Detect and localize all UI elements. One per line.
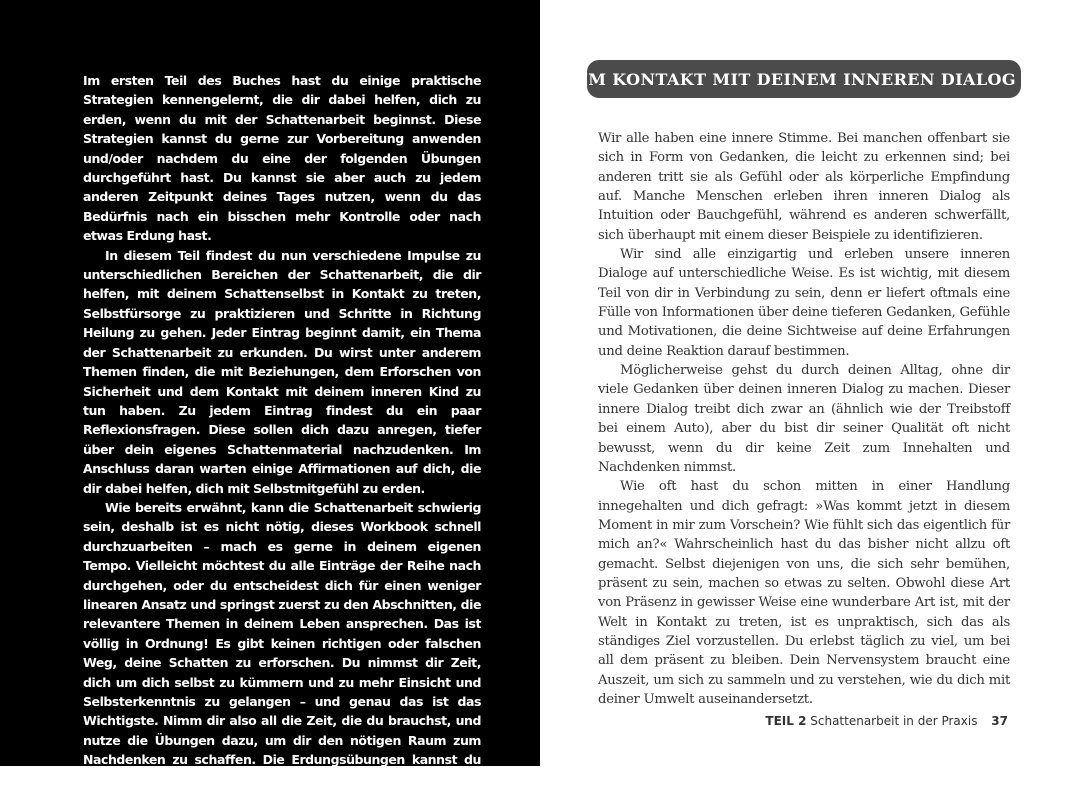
left-paragraph-3: Wie bereits erwähnt, kann die Schattenarbeit schwierig sein, deshalb ist es nicht nötig, dieses Workbook schnell durchzuarbeiten – mach es gerne in deinem eigenen Tempo. Vielleicht möchtest du alle Einträge der Reihe nach durchgehen, oder du entscheidest dich für einen weniger linearen Ansatz und springst zuerst zu den Abschnitten, die relevantere Themen in deinem Leben ansprechen. Das ist völlig in Ordnung! Es gibt keinen richtigen oder falschen Weg, deine Schatten zu erforschen. Du nimmst dir Zeit, dich um dich selbst zu kümmern und zu mehr Einsicht und Selbsterkenntnis zu gelangen – und genau das ist das Wichtigste. Nimm dir also all die Zeit, die du brauchst, und nutze die Übungen dazu, um dir den nötigen Raum zum Nachdenken zu schaffen. Die Erdungsübungen kannst du wie gesagt jederzeit und sooft du möchtest wiederholen. [83, 499, 481, 787]
section-heading: NIMM KONTAKT MIT DEINEM INNEREN DIALOG AUF [547, 69, 1061, 89]
section-heading-box [547, 60, 1061, 98]
right-page-text [598, 129, 1010, 709]
right-paragraph-3: Möglicherweise gehst du durch deinen Alltag, ohne dir viele Gedanken über deinen inneren Dialog zu machen. Dieser innere Dialog treibt dich zwar an (ähnlich wie der Treibstoff bei einem Auto), aber du bist dir seiner Qualität oft nicht bewusst, wenn du dir keine Zeit zum Innehalten und Nachdenken nimmst. [598, 363, 1010, 475]
footer-part-label: TEIL 2 [765, 714, 807, 728]
left-page [0, 0, 540, 787]
footer-section-title: Schattenarbeit in der Praxis [810, 714, 978, 728]
left-paragraph-2: In diesem Teil findest du nun verschiedene Impulse zu unterschiedlichen Bereichen der Schattenarbeit, die dir helfen, mit deinem Schattenselbst in Kontakt zu treten, Selbstfürsorge zu praktizieren und Schritte in Richtung Heilung zu gehen. Jeder Eintrag beginnt damit, ein Thema der Schattenarbeit zu erkunden. Du wirst unter anderem Themen finden, die mit Beziehungen, dem Erforschen von Sicherheit und dem Kontakt mit deinem inneren Kind zu tun haben. Zu jedem Eintrag findest du ein paar Reflexionsfragen. Diese sollen dich dazu anregen, tiefer über dein eigenes Schattenmaterial nachzudenken. Im Anschluss daran warten einige Affirmationen auf dich, die dir dabei helfen, dich mit Selbstmitgefühl zu erden. [83, 247, 481, 496]
page-number: 37 [991, 714, 1008, 728]
right-paragraph-2: Wir sind alle einzigartig und erleben unsere inneren Dialoge auf unterschiedliche Weise. Es ist wichtig, mit diesem Teil von dir in Verbindung zu sein, denn er liefert oftmals eine Fülle von Informationen über deine tieferen Gedanken, Gefühle und Motivationen, die deine Sichtweise auf deine Erfahrungen und deine Reaktion darauf bestimmen. [598, 247, 1010, 359]
right-paragraph-1: Wir alle haben eine innere Stimme. Bei manchen offenbart sie sich in Form von Gedanken, die leicht zu erkennen sind; bei anderen tritt sie als Gefühl oder als körperliche Empfindung auf. Manche Menschen erleben ihren inneren Dialog als Intuition oder Bauchgefühl, während es anderen schwerfällt, sich überhaupt mit einem dieser Beispiele zu identifizieren. [598, 131, 1010, 243]
left-page-text [83, 71, 481, 789]
right-page [540, 0, 1080, 766]
left-paragraph-1: Im ersten Teil des Buches hast du einige praktische Strategien kennengelernt, die dir dabei helfen, dich zu erden, wenn du mit der Schattenarbeit beginnst. Diese Strategien kannst du gerne zur Vorbereitung anwenden und/oder nachdem du eine der folgenden Übungen durchgeführt hast. Du kannst sie aber auch zu jedem anderen Zeitpunkt deines Tages nutzen, wenn du das Bedürfnis nach ein bisschen mehr Kontrolle oder nach etwas Erdung hast. [83, 73, 481, 244]
page-footer [765, 714, 1008, 728]
right-paragraph-4: Wie oft hast du schon mitten in einer Handlung innegehalten und dich gefragt: »Was kommt jetzt in diesem Moment in mir zum Vorschein? Wie fühlt sich das eigentlich für mich an?« Wahrscheinlich hast du das bisher nicht allzu oft gemacht. Selbst diejenigen von uns, die sich sehr bemühen, präsent zu sein, machen so etwas zu selten. Obwohl diese Art von Präsenz in gewisser Weise eine wunderbare Art ist, mit der Welt in Kontakt zu treten, ist es unpraktisch, sich das als ständiges Ziel vorzustellen. Du erlebst täglich zu viel, um bei all dem präsent zu bleiben. Dein Nervensystem braucht eine Auszeit, um sich zu sammeln und zu verstehen, wie du dich mit deiner Umwelt auseinandersetzt. [598, 479, 1010, 707]
